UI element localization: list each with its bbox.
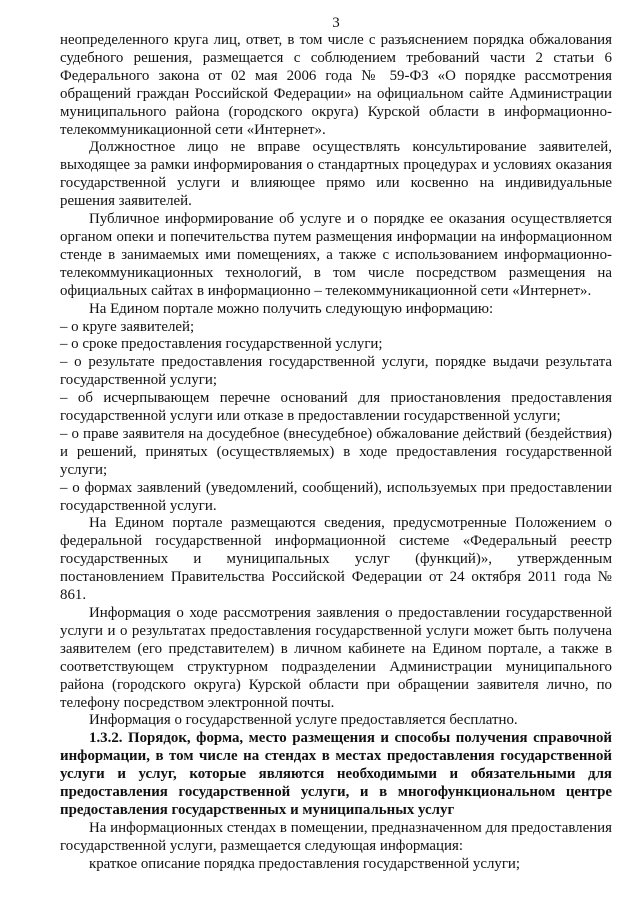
list-item-appeal-right: – о праве заявителя на досудебное (внесудебное) обжалование действий (бездействия) и решений, принятых (осуществляемых) в ходе предоставления государственной услуги; bbox=[60, 425, 612, 478]
list-item-forms: – о формах заявлений (уведомлений, сообщений), используемых при предоставлении государственной услуги. bbox=[60, 479, 612, 514]
paragraph-portal-registry: На Едином портале размещаются сведения, предусмотренные Положением о федеральной государственной информационной системе «Федеральный реестр государственных и муниципальных услуг (функций)», утвержденным постановлением Правительства Российской Федерации от 24 октября 2011 года № 861. bbox=[60, 515, 612, 604]
paragraph-progress-info: Информация о ходе рассмотрения заявления о предоставлении государственной услуги и о результатах предоставления государственной услуги может быть получена заявителем (его представителем) в личном кабинете на Едином портале, а также в соответствующем структурном подразделении Администрации муниципального района (городского округа) Курской области при обращении заявителя лично, по телефону посредством электронной почты. bbox=[60, 605, 612, 711]
paragraph-public-informing: Публичное информирование об услуге и о порядке ее оказания осуществляется органом опеки и попечительства путем размещения информации на информационном стенде в занимаемых ими помещениях, а также с использованием информационно-телекоммуникационных технологий, в том числе посредством размещения на официальных сайтах в информационно – телекоммуникационной сети «Интернет». bbox=[60, 211, 612, 299]
page-number: 3 bbox=[332, 15, 340, 31]
list-item-grounds: – об исчерпывающем перечне оснований для приостановления предоставления государственной услуги или отказе в предоставлении государственной услуги; bbox=[60, 390, 612, 425]
list-item-term: – о сроке предоставления государственной услуги; bbox=[60, 336, 383, 353]
list-item-applicants: – о круге заявителей; bbox=[60, 318, 195, 335]
paragraph-portal-intro: На Едином портале можно получить следующую информацию: bbox=[89, 300, 494, 317]
paragraph-free-of-charge: Информация о государственной услуге предоставляется бесплатно. bbox=[89, 712, 518, 729]
paragraph-brief-description: краткое описание порядка предоставления государственной услуги; bbox=[89, 855, 521, 872]
document-body bbox=[60, 32, 612, 874]
paragraph-info-stands: На информационных стендах в помещении, предназначенном для предоставления государственной услуги, размещается следующая информация: bbox=[60, 819, 612, 854]
list-item-result: – о результате предоставления государственной услуги, порядке выдачи результата государственной услуги; bbox=[60, 354, 612, 389]
section-heading-1-3-2: 1.3.2. Порядок, форма, место размещения и способы получения справочной информации, в том числе на стендах в местах предоставления государственной услуги и услуг, которые являются необходимыми и обязательными для предоставления государственной услуги, и в многофункциональном центре предоставления государственных и муниципальных услуг bbox=[60, 730, 612, 818]
paragraph-continuation: неопределенного круга лиц, ответ, в том числе с разъяснением порядка обжалования судебного решения, размещается с соблюдением требований части 2 статьи 6 Федерального закона от 02 мая 2006 года № 59-ФЗ «О порядке рассмотрения обращений граждан Российской Федерации» на официальном сайте Администрации муниципального района (городского округа) Курской области в информационно-телекоммуникационной сети «Интернет». bbox=[60, 32, 612, 138]
paragraph-consulting-limits: Должностное лицо не вправе осуществлять консультирование заявителей, выходящее за рамки информирования о стандартных процедурах и условиях оказания государственной услуги и влияющее прямо или косвенно на индивидуальные решения заявителей. bbox=[60, 139, 612, 210]
